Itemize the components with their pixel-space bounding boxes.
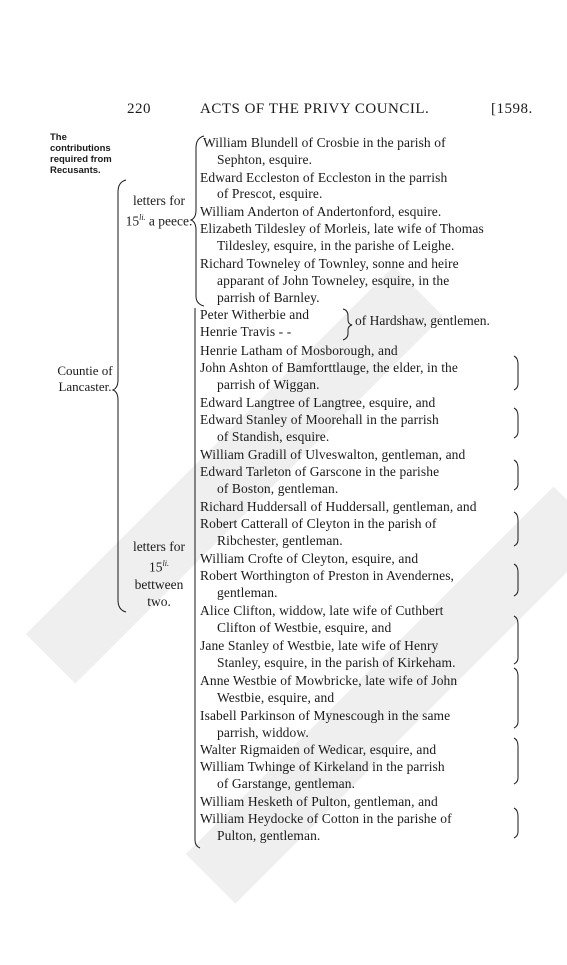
entry-line: Richard Huddersall of Huddersall, gentleman, and <box>200 499 477 514</box>
entry-line: parrish, widdow. <box>217 725 309 740</box>
entry-line: of Boston, gentleman. <box>217 481 339 496</box>
entry-line: Ribchester, gentleman. <box>217 533 343 548</box>
entry-line: Robert Catterall of Cleyton in the parish of <box>200 516 437 531</box>
hardshaw-note: of Hardshaw, gentlemen. <box>355 313 490 328</box>
entry-line: Edward Langtree of Langtree, esquire, and <box>200 395 436 410</box>
year-label: [1598. <box>491 101 533 117</box>
entry-line: Stanley, esquire, in the parish of Kirkeham. <box>217 655 456 670</box>
entry-line: William Heydocke of Cotton in the parishe of <box>200 811 452 826</box>
entry-line: Isabell Parkinson of Mynescough in the same <box>200 708 451 723</box>
letters-group-2-sup: li. <box>162 559 169 568</box>
entry-line: Elizabeth Tildesley of Morleis, late wife of Thomas <box>200 221 484 236</box>
entry-line: parrish of Wiggan. <box>217 377 320 392</box>
entry-line: Anne Westbie of Mowbricke, late wife of John <box>200 673 458 688</box>
letters-group-2-tail: bettween two. <box>134 576 184 609</box>
page-number: 220 <box>127 101 151 117</box>
entries-rule <box>195 308 200 848</box>
letters-group-2-text: letters for 15 <box>132 539 186 575</box>
entry-line: Walter Rigmaiden of Wedicar, esquire, and <box>200 742 437 757</box>
entry-line: William Gradill of Ulveswalton, gentleman, and <box>200 447 466 462</box>
entry-line: Clifton of Westbie, esquire, and <box>217 620 392 635</box>
entry-line: William Twhinge of Kirkeland in the parrish <box>200 759 445 774</box>
entry-line: Richard Towneley of Townley, sonne and heire <box>200 256 459 271</box>
running-title: ACTS OF THE PRIVY COUNCIL. <box>200 101 430 117</box>
entry-line: of Prescot, esquire. <box>217 186 323 201</box>
entry-line: Peter Witherbie and <box>200 307 310 322</box>
entry-line: Alice Clifton, widdow, late wife of Cuthbert <box>200 603 444 618</box>
letters-group-1-sup: li. <box>139 213 146 222</box>
hardshaw-brace <box>343 309 352 340</box>
margin-note: The contributions required from Recusants. <box>50 132 112 176</box>
entry-line: Edward Stanley of Moorehall in the parrish <box>200 412 439 427</box>
entry-line: of Garstange, gentleman. <box>217 776 356 791</box>
entry-line: parrish of Barnley. <box>217 290 320 305</box>
entry-line: John Ashton of Bamforttlauge, the elder, in the <box>200 360 458 375</box>
entry-line: Henrie Travis - - <box>200 324 292 339</box>
entry-line: of Standish, esquire. <box>217 429 330 444</box>
entry-line: Pulton, gentleman. <box>217 828 321 843</box>
entry-line: Edward Eccleston of Eccleston in the parrish <box>200 170 448 185</box>
county-label: Countie of Lancaster. <box>57 363 113 394</box>
entry-line: Henrie Latham of Mosborough, and <box>200 343 398 358</box>
entry-line: Jane Stanley of Westbie, late wife of Henry <box>200 638 439 653</box>
county-brace <box>113 180 126 612</box>
entry-line: William Blundell of Crosbie in the parish of <box>203 135 446 150</box>
letters-group-1-text: letters for 15 <box>125 193 186 229</box>
entry-line: Robert Worthington of Preston in Avendernes, <box>200 568 455 583</box>
group1-brace <box>191 136 204 306</box>
entry-line: William Hesketh of Pulton, gentleman, and <box>200 794 438 809</box>
entry-line: Sephton, esquire. <box>217 152 313 167</box>
entry-line: Westbie, esquire, and <box>217 690 335 705</box>
letters-group-1-tail: a peece. <box>145 213 193 229</box>
entry-line: Tildesley, esquire, in the parishe of Leighe. <box>217 238 455 253</box>
entry-line: gentleman. <box>217 585 278 600</box>
entry-line: Edward Tarleton of Garscone in the parishe <box>200 464 440 479</box>
entry-line: William Anderton of Andertonford, esquire. <box>200 204 442 219</box>
entry-line: William Crofte of Cleyton, esquire, and <box>200 551 419 566</box>
entry-line: apparant of John Towneley, esquire, in the <box>217 273 450 288</box>
